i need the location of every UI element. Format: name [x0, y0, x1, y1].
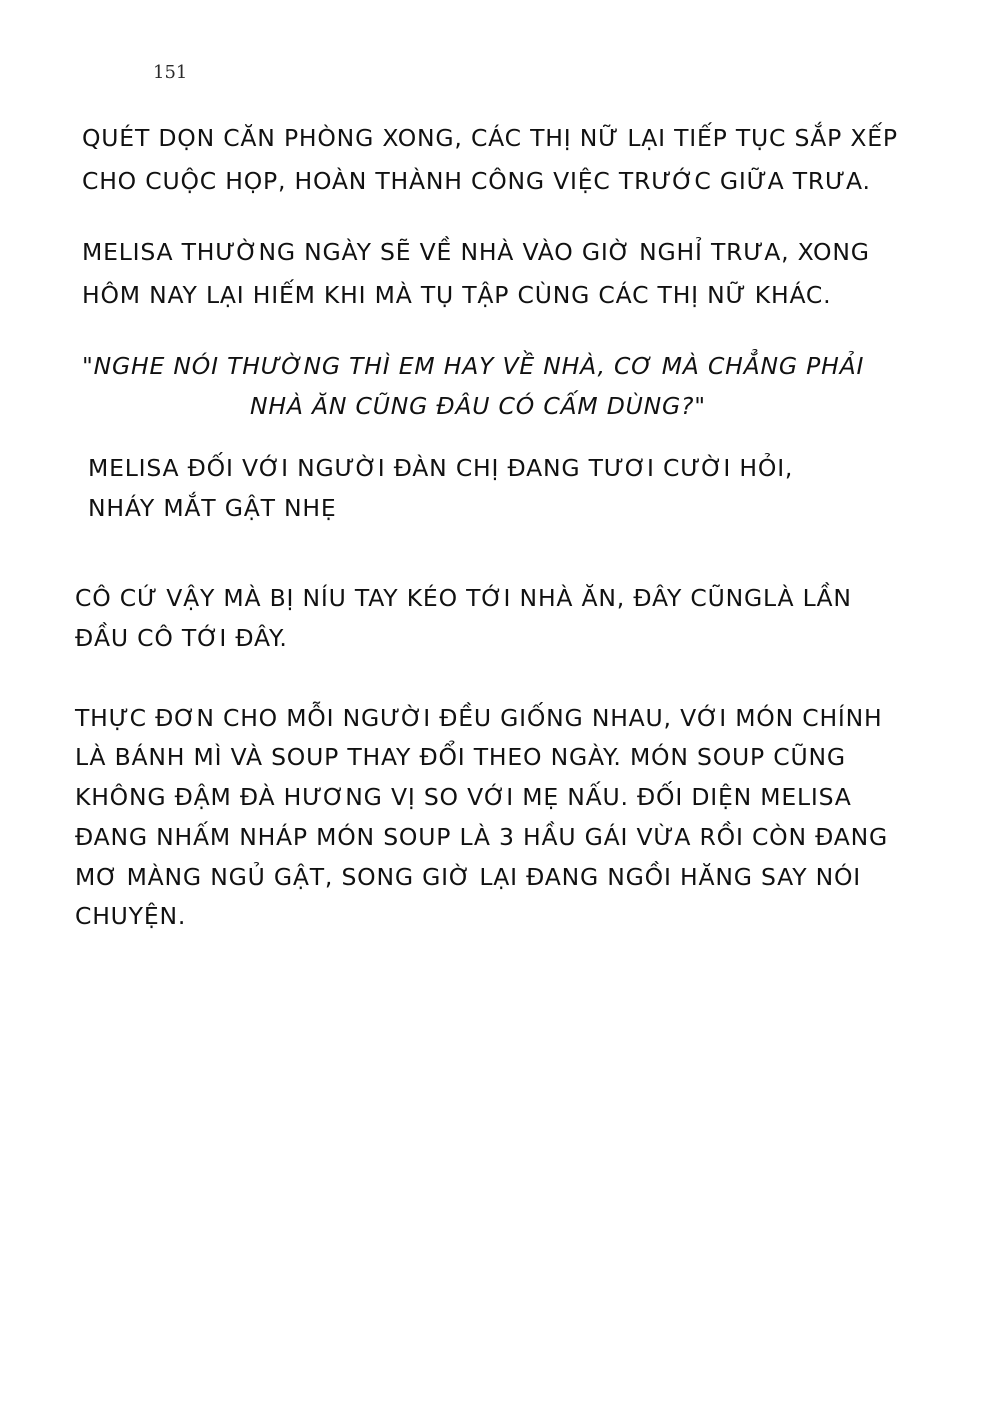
paragraph-6-line-1: THỰC ĐƠN CHO MỖI NGƯỜI ĐỀU GIỐNG NHAU, VỚI MÓN CHÍNH [75, 704, 883, 732]
dialogue-line-1: "NGHE NÓI THƯỜNG THÌ EM HAY VỀ NHÀ, CƠ MÀ CHẲNG PHẢI [82, 352, 865, 380]
paragraph-4-line-1: MELISA ĐỐI VỚI NGƯỜI ĐÀN CHỊ ĐANG TƯƠI CƯỜI HỎI, [88, 454, 794, 482]
paragraph-4-line-2: NHÁY MẮT GẬT NHẸ [88, 494, 337, 522]
paragraph-1-line-1: QUÉT DỌN CĂN PHÒNG XONG, CÁC THỊ NỮ LẠI TIẾP TỤC SẮP XẾP [82, 124, 898, 152]
paragraph-6-line-5: MƠ MÀNG NGỦ GẬT, SONG GIỜ LẠI ĐANG NGỒI HĂNG SAY NÓI [75, 863, 862, 891]
paragraph-6-line-4: ĐANG NHẤM NHÁP MÓN SOUP LÀ 3 HẦU GÁI VỪA RỒI CÒN ĐANG [75, 823, 888, 851]
paragraph-2-line-1: MELISA THƯỜNG NGÀY SẼ VỀ NHÀ VÀO GIỜ NGHỈ TRƯA, XONG [82, 238, 870, 266]
paragraph-6-line-2: LÀ BÁNH MÌ VÀ SOUP THAY ĐỔI THEO NGÀY. MÓN SOUP CŨNG [75, 743, 846, 771]
paragraph-6-line-3: KHÔNG ĐẬM ĐÀ HƯƠNG VỊ SO VỚI MẸ NẤU. ĐỐI DIỆN MELISA [75, 783, 852, 811]
paragraph-6-line-6: CHUYỆN. [75, 902, 187, 930]
page-number: 151 [153, 62, 188, 83]
paragraph-2-line-2: HÔM NAY LẠI HIẾM KHI MÀ TỤ TẬP CÙNG CÁC THỊ NỮ KHÁC. [82, 281, 832, 309]
paragraph-5-line-1: CÔ CỨ VẬY MÀ BỊ NÍU TAY KÉO TỚI NHÀ ĂN, ĐÂY CŨNGLÀ LẦN [75, 584, 852, 612]
paragraph-1-line-2: CHO CUỘC HỌP, HOÀN THÀNH CÔNG VIỆC TRƯỚC GIỮA TRƯA. [82, 167, 871, 195]
paragraph-5-line-2: ĐẦU CÔ TỚI ĐÂY. [75, 624, 288, 652]
dialogue-line-2: NHÀ ĂN CŨNG ĐÂU CÓ CẤM DÙNG?" [250, 392, 706, 420]
